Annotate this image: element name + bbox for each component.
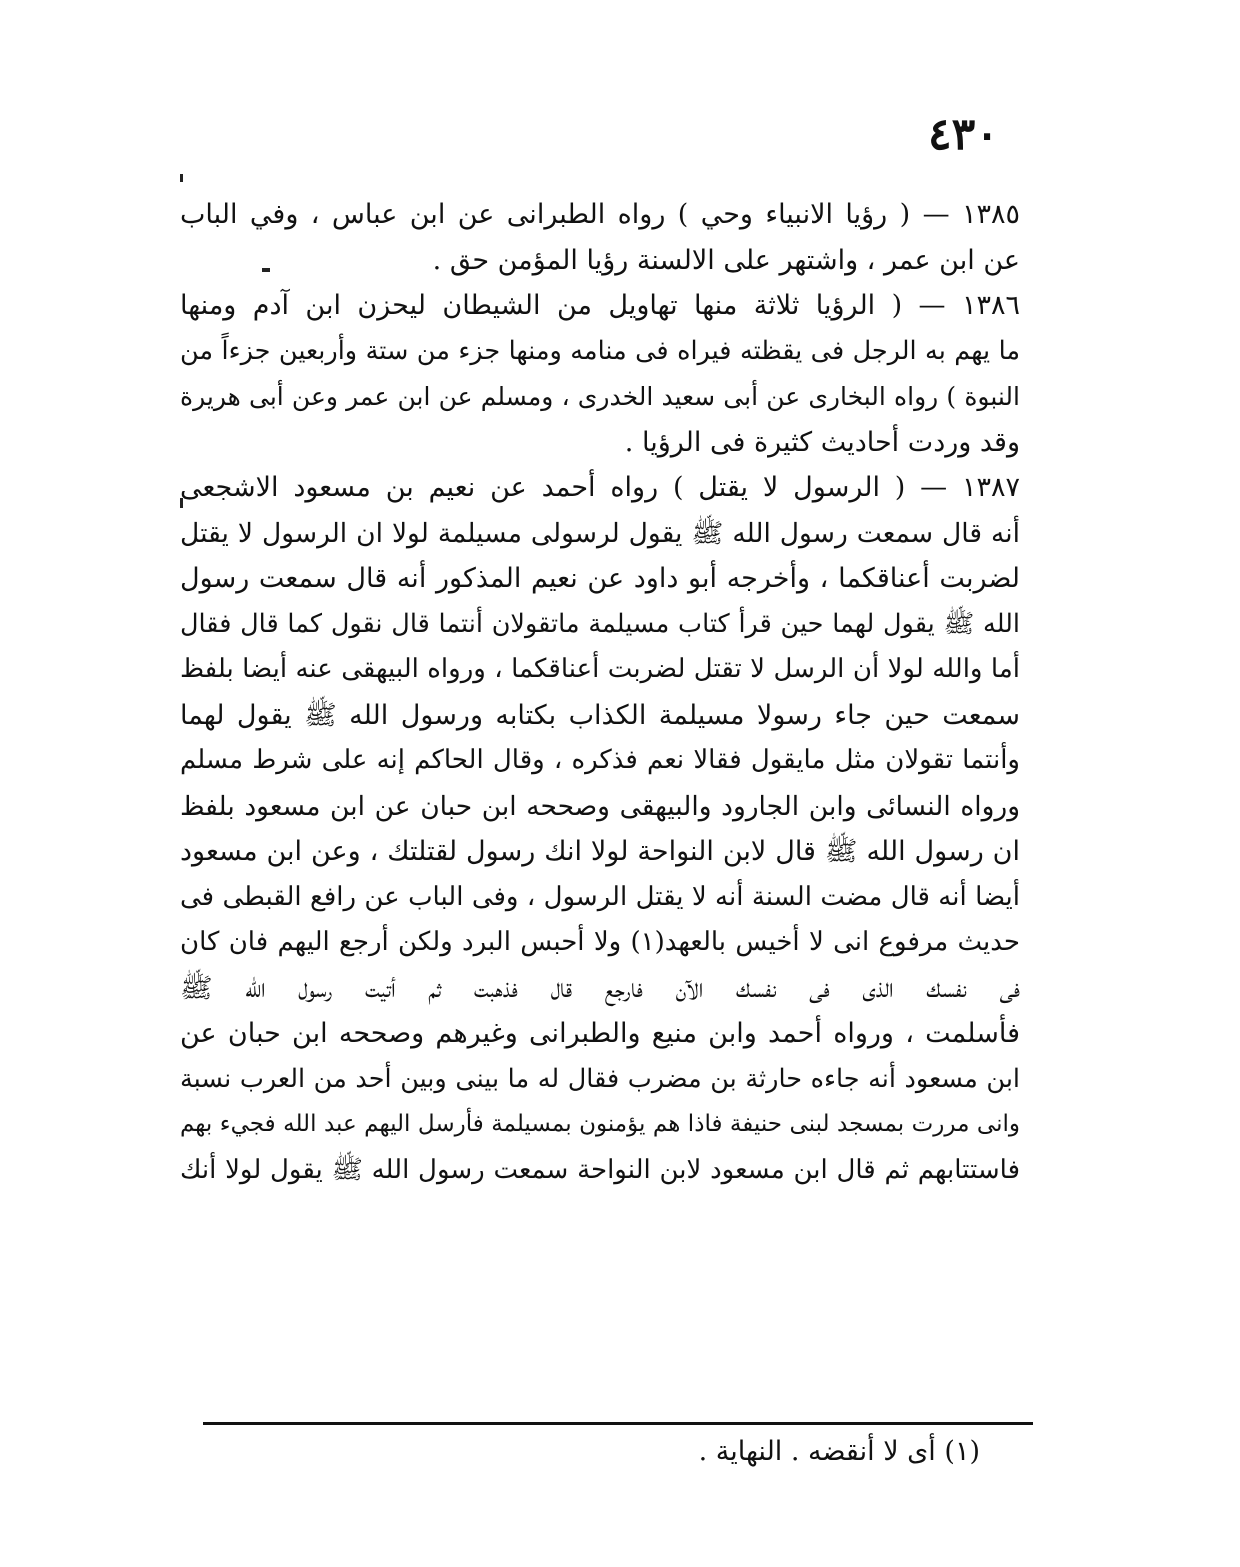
text-line: أما والله لولا أن الرسل لا تقتل لضربت أعناقكما ، ورواه البيهقى عنه أيضا بلفظ — [180, 654, 1020, 684]
text-line: حديث مرفوع انى لا أخيس بالعهد(١) ولا أحبس البرد ولكن أرجع اليهم فان كان — [180, 927, 1020, 957]
text-line: ١٣٨٧ — ( الرسول لا يقتل ) رواه أحمد عن نعيم بن مسعود الاشجعى — [180, 472, 1020, 503]
text-line: سمعت حين جاء رسولا مسيلمة الكذاب بكتابه ورسول الله ﷺ يقول لهما — [180, 699, 1020, 731]
page-number: ٤٣٠ — [928, 109, 999, 160]
hadith-entry-1386 — [180, 283, 1020, 465]
text-line: النبوة ) رواه البخارى عن أبى سعيد الخدرى ، ومسلم عن ابن عمر وعن أبى هريرة — [180, 382, 1020, 411]
text-line: فأسلمت ، ورواه أحمد وابن منيع والطبرانى وغيرهم وصححه ابن حبان عن — [180, 1018, 1020, 1049]
text-line: أيضا أنه قال مضت السنة أنه لا يقتل الرسول ، وفى الباب عن رافع القبطى فى — [180, 881, 1020, 912]
text-line: وقد وردت أحاديث كثيرة فى الرؤيا . — [624, 426, 1020, 458]
text-line: فاستتابهم ثم قال ابن مسعود لابن النواحة سمعت رسول الله ﷺ يقول لولا أنك — [180, 1154, 1020, 1185]
footnote: (١) أى لا أنقضه . النهاية . — [698, 1436, 980, 1467]
text-line: ما يهم به الرجل فى يقظته فيراه فى منامه ومنها جزء من ستة وأربعين جزءاً من — [180, 335, 1020, 366]
text-line: ورواه النسائى وابن الجارود والبيهقى وصححه ابن حبان عن ابن مسعود بلفظ — [180, 790, 1020, 822]
text-line: ١٣٨٥ — ( رؤيا الانبياء وحي ) رواه الطبرانى عن ابن عباس ، وفي الباب — [180, 199, 1020, 230]
text-line: وأنتما تقولان مثل مايقول فقالا نعم فذكره ، وقال الحاكم إنه على شرط مسلم — [180, 745, 1020, 775]
text-line: عن ابن عمر ، واشتهر على الالسنة رؤيا المؤمن حق . — [432, 244, 1020, 276]
text-line: ١٣٨٦ — ( الرؤيا ثلاثة منها تهاويل من الشيطان ليحزن ابن آدم ومنها — [180, 290, 1020, 321]
text-line: ابن مسعود أنه جاءه حارثة بن مضرب فقال له ما بينى وبين أحد من العرب نسبة — [180, 1063, 1020, 1094]
text-line: لضربت أعناقكما ، وأخرجه أبو داود عن نعيم المذكور أنه قال سمعت رسول — [180, 563, 1020, 594]
margin-mark — [180, 174, 183, 182]
body-text — [180, 192, 1020, 1193]
text-line: ان رسول الله ﷺ قال لابن النواحة لولا انك رسول لقتلتك ، وعن ابن مسعود — [180, 836, 1020, 867]
text-line: وانى مررت بمسجد لبنى حنيفة فاذا هم يؤمنون بمسيلمة فأرسل اليهم عبد الله فجيء بهم — [180, 1111, 1020, 1137]
text-line: الله ﷺ يقول لهما حين قرأ كتاب مسيلمة ماتقولان أنتما قال نقول كما قال فقال — [180, 608, 1020, 639]
hadith-entry-1385 — [180, 192, 1020, 283]
text-line: أنه قال سمعت رسول الله ﷺ يقول لرسولى مسيلمة لولا ان الرسول لا يقتل — [180, 517, 1020, 549]
footnote-divider — [203, 1422, 1033, 1425]
hadith-entry-1387 — [180, 465, 1020, 1193]
text-line: فى نفسك الذى فى نفسك الآن فارجع قال فذهبت ثم أتيت رسول الله ﷺ — [180, 972, 1020, 1004]
